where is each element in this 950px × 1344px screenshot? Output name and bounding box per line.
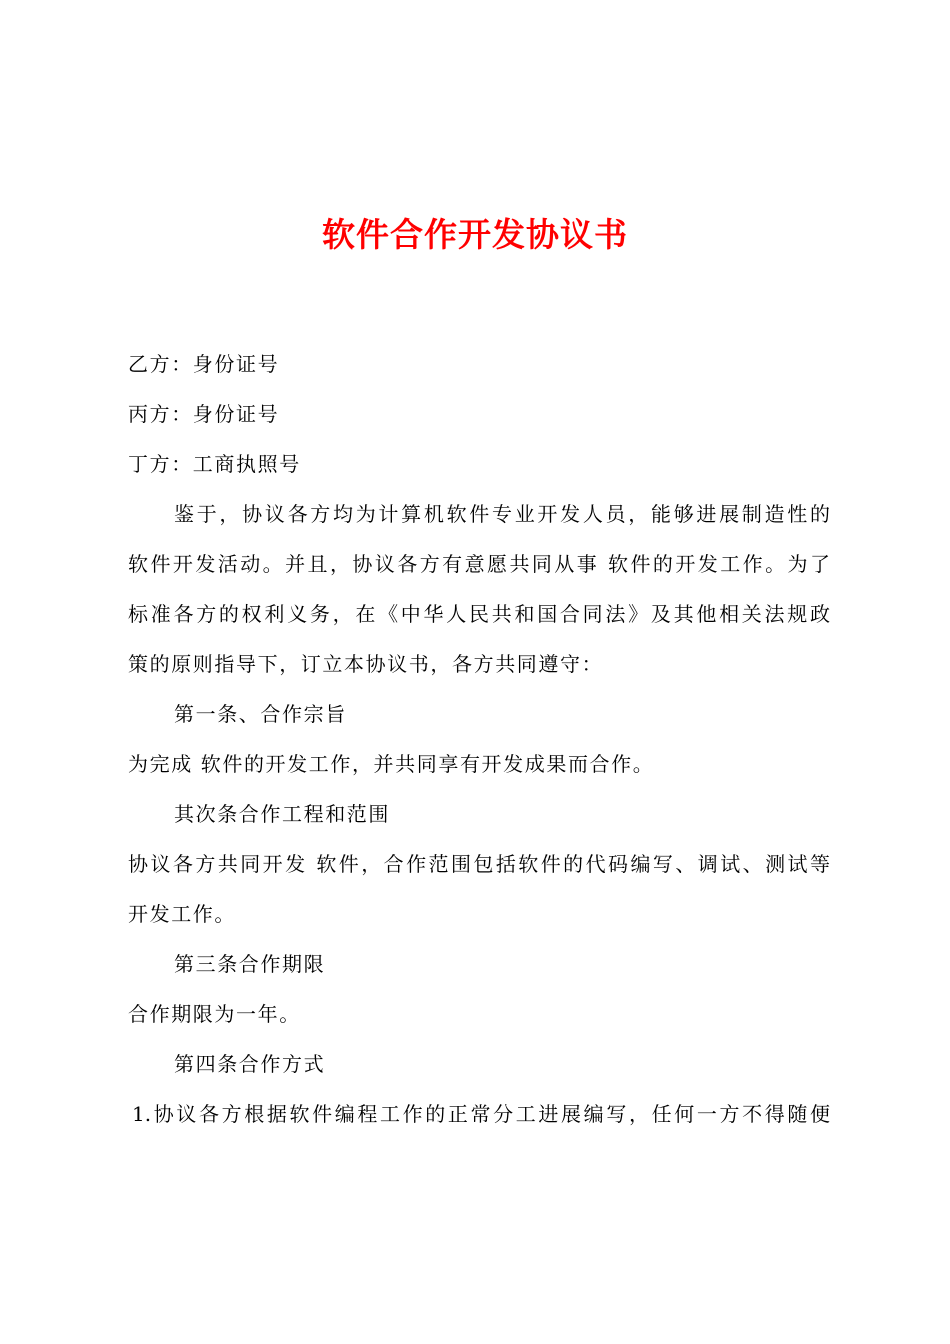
article-1-heading: 第一条、合作宗旨: [174, 702, 347, 726]
preamble-line-4: 策的原则指导下，订立本协议书，各方共同遵守：: [128, 652, 604, 676]
preamble-line-1: 鉴于，协议各方均为计算机软件专业开发人员，能够进展制造性的: [174, 502, 830, 526]
preamble-line-2: 软件开发活动。并且，协议各方有意愿共同从事 软件的开发工作。为了: [128, 552, 830, 576]
article-1-body: 为完成 软件的开发工作，并共同享有开发成果而合作。: [128, 752, 655, 776]
article-2-body-line-1: 协议各方共同开发 软件，合作范围包括软件的代码编写、调试、测试等: [128, 852, 830, 876]
party-c-line: 丙方：身份证号: [128, 402, 280, 426]
preamble-line-3: 标准各方的权利义务，在《中华人民共和国合同法》及其他相关法规政: [128, 602, 830, 626]
article-4-heading: 第四条合作方式: [174, 1052, 326, 1076]
article-4-item-1: 1.协议各方根据软件编程工作的正常分工进展编写，任何一方不得随便: [132, 1102, 830, 1126]
article-2-body-line-2: 开发工作。: [128, 902, 236, 926]
party-d-line: 丁方：工商执照号: [128, 452, 301, 476]
article-2-heading: 其次条合作工程和范围: [174, 802, 390, 826]
document-title: 软件合作开发协议书: [322, 215, 628, 254]
article-3-body: 合作期限为一年。: [128, 1002, 301, 1026]
article-3-heading: 第三条合作期限: [174, 952, 326, 976]
party-b-line: 乙方：身份证号: [128, 352, 280, 376]
